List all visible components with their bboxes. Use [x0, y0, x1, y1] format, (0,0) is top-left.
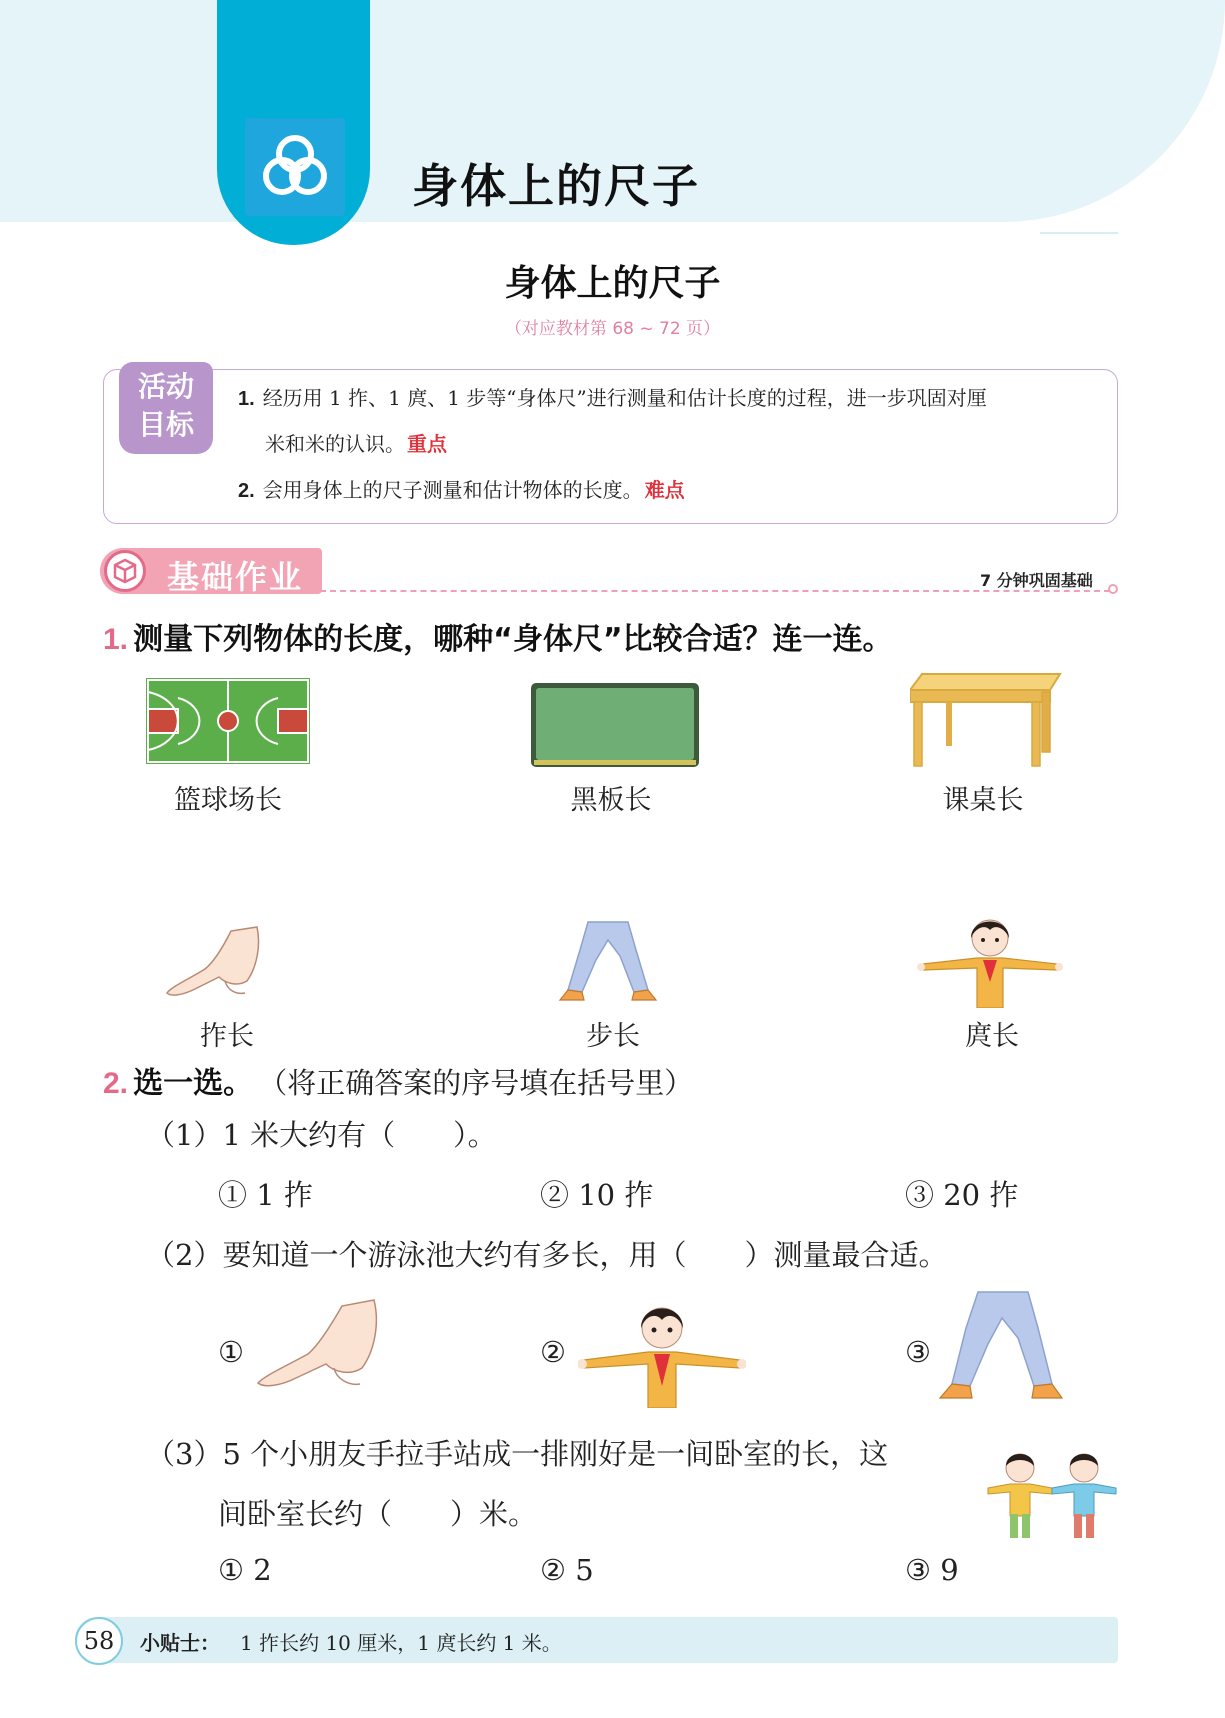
arm-span-image: [917, 908, 1063, 1008]
trefoil-icon: [255, 126, 335, 206]
ruler-label-span: 拃长: [200, 1021, 254, 1052]
ruler-label-step: 步长: [586, 1021, 640, 1052]
tip-label: 小贴士：: [140, 1631, 220, 1655]
textbook-reference: （对应教材第 68 ~ 72 页）: [504, 319, 721, 339]
section-title: 基础作业: [167, 558, 304, 596]
step-length-image: [558, 920, 658, 1006]
goal-number: 2.: [238, 480, 255, 502]
ruler-label-armspan: 庹长: [965, 1021, 1019, 1052]
sub-question-2: （2）要知道一个游泳池大约有多长，用（ ）测量最合适。: [146, 1238, 948, 1272]
arm-span-option-image: [578, 1296, 746, 1408]
badge-line-2: 目标: [137, 408, 194, 441]
section-time-note: 7 分钟巩固基础: [980, 571, 1093, 590]
basketball-court-image: [146, 678, 310, 764]
tip-text: 1 拃长约 10 厘米，1 庹长约 1 米。: [240, 1631, 562, 1655]
section-divider-end: [1108, 584, 1118, 594]
unit-title: 身体上的尺子: [412, 159, 700, 213]
unit-logo: [245, 118, 345, 216]
option-1-2: ② 10 拃: [540, 1178, 654, 1212]
key-point-tag: 重点: [407, 434, 447, 456]
lesson-title: 身体上的尺子: [504, 263, 721, 304]
badge-line-1: 活动: [137, 370, 194, 403]
goal-item-1-cont: [265, 428, 447, 457]
activity-goals-badge: [119, 362, 213, 454]
goal-text: 会用身体上的尺子测量和估计物体的长度。: [262, 478, 643, 502]
step-length-option-image: [938, 1290, 1064, 1406]
option-2-1-marker: ①: [218, 1335, 244, 1369]
question-2: [103, 1058, 693, 1102]
option-1-3: ③ 20 拃: [905, 1178, 1019, 1212]
object-label-blackboard: 黑板长: [570, 785, 652, 816]
option-2-3-marker: ③: [905, 1335, 931, 1369]
question-1: [103, 614, 893, 658]
object-label-court: 篮球场长: [174, 785, 282, 816]
option-3-3: ③ 9: [905, 1553, 959, 1587]
option-3-2: ② 5: [540, 1553, 594, 1587]
question-text: 选一选。: [133, 1066, 254, 1101]
cube-icon: [104, 550, 146, 592]
question-number: 2.: [103, 1067, 129, 1100]
section-divider: [320, 590, 1110, 592]
question-text: 测量下列物体的长度，哪种“身体尺”比较合适？连一连。: [133, 622, 893, 657]
sub-question-3-line-1: （3）5 个小朋友手拉手站成一排刚好是一间卧室的长，这: [146, 1437, 889, 1471]
option-2-2-marker: ②: [540, 1335, 566, 1369]
goal-item-1: [238, 382, 987, 411]
sub-question-3-line-2: 间卧室长约（ ）米。: [218, 1497, 538, 1531]
goal-text-cont: 米和米的认识。: [265, 432, 405, 456]
hand-span-image: [165, 925, 265, 1005]
goal-number: 1.: [238, 388, 255, 410]
difficulty-tag: 难点: [644, 480, 685, 502]
goal-text: 经历用 1 拃、1 庹、1 步等“身体尺”进行测量和估计长度的过程，进一步巩固对厘: [262, 386, 987, 410]
goal-item-2: [238, 474, 685, 503]
two-children-image: [986, 1450, 1118, 1546]
tip-bar: [75, 1617, 1118, 1663]
question-hint: （将正确答案的序号填在括号里）: [258, 1066, 694, 1100]
banner-divider: [1040, 232, 1118, 234]
question-number: 1.: [103, 623, 129, 656]
blackboard-image: [530, 682, 700, 768]
option-3-1: ① 2: [218, 1553, 272, 1587]
hand-span-option-image: [256, 1298, 386, 1398]
option-1-1: ① 1 拃: [218, 1178, 313, 1212]
desk-image: [910, 670, 1062, 770]
page-number: 58: [75, 1617, 123, 1665]
object-label-desk: 课桌长: [942, 785, 1024, 816]
sub-question-1: （1）1 米大约有（ ）。: [146, 1118, 497, 1152]
